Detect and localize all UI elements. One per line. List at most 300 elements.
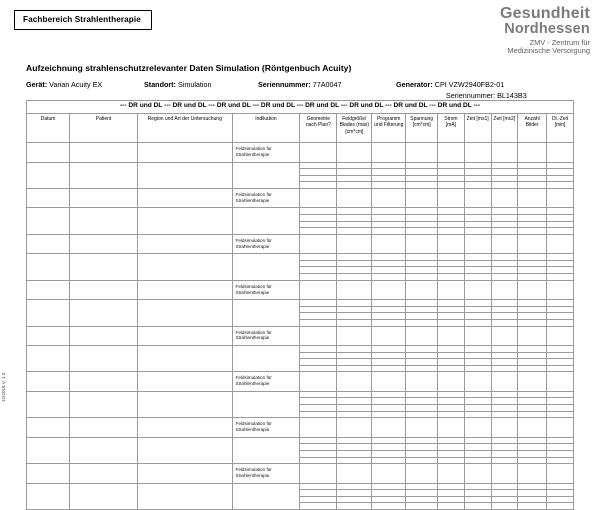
table-cell[interactable]	[232, 221, 300, 228]
table-cell[interactable]	[372, 254, 406, 261]
table-cell[interactable]	[337, 254, 372, 261]
table-cell[interactable]	[372, 234, 406, 254]
table-cell[interactable]	[300, 319, 337, 326]
table-cell[interactable]	[70, 274, 138, 281]
table-cell[interactable]	[337, 175, 372, 182]
table-cell[interactable]	[464, 169, 491, 176]
table-cell[interactable]	[232, 260, 300, 267]
table-cell[interactable]	[70, 234, 138, 254]
table-cell[interactable]	[232, 306, 300, 313]
table-cell[interactable]	[70, 175, 138, 182]
table-cell[interactable]	[137, 437, 232, 444]
table-cell[interactable]	[137, 169, 232, 176]
table-cell[interactable]	[300, 260, 337, 267]
table-cell[interactable]	[137, 228, 232, 235]
table-cell[interactable]	[232, 398, 300, 405]
table-cell[interactable]	[337, 182, 372, 189]
table-cell[interactable]	[137, 398, 232, 405]
table-cell[interactable]	[70, 365, 138, 372]
table-subrow[interactable]	[27, 313, 574, 320]
table-cell[interactable]	[27, 391, 70, 398]
table-cell[interactable]	[372, 450, 406, 457]
table-cell[interactable]	[438, 450, 465, 457]
table-cell[interactable]	[232, 444, 300, 451]
table-cell[interactable]	[137, 306, 232, 313]
table-cell[interactable]	[300, 143, 337, 163]
table-cell[interactable]	[372, 457, 406, 464]
table-cell[interactable]	[372, 464, 406, 484]
table-cell[interactable]	[70, 208, 138, 215]
table-cell[interactable]	[300, 372, 337, 392]
table-cell[interactable]	[337, 313, 372, 320]
table-cell[interactable]	[547, 398, 574, 405]
table-cell[interactable]	[300, 411, 337, 418]
table-cell[interactable]	[300, 175, 337, 182]
table-cell[interactable]	[70, 169, 138, 176]
table-cell[interactable]	[232, 228, 300, 235]
table-cell[interactable]	[406, 359, 438, 366]
table-cell[interactable]	[464, 490, 491, 497]
table-cell[interactable]	[518, 169, 547, 176]
table-subrow[interactable]	[27, 182, 574, 189]
table-cell[interactable]	[547, 274, 574, 281]
table-cell[interactable]	[137, 411, 232, 418]
table-cell[interactable]	[438, 254, 465, 261]
table-cell[interactable]	[438, 359, 465, 366]
table-cell[interactable]	[372, 313, 406, 320]
table-cell[interactable]	[547, 188, 574, 208]
table-cell[interactable]	[300, 182, 337, 189]
table-cell[interactable]	[300, 162, 337, 169]
table-cell[interactable]	[406, 418, 438, 438]
table-cell[interactable]	[518, 319, 547, 326]
table-subrow[interactable]	[27, 359, 574, 366]
table-cell[interactable]	[406, 234, 438, 254]
table-cell[interactable]	[372, 346, 406, 353]
table-cell[interactable]	[491, 450, 518, 457]
table-cell[interactable]	[27, 274, 70, 281]
table-cell[interactable]	[464, 411, 491, 418]
table-cell[interactable]	[491, 162, 518, 169]
table-cell[interactable]	[491, 274, 518, 281]
table-cell[interactable]	[232, 503, 300, 510]
table-cell[interactable]	[137, 490, 232, 497]
table-cell[interactable]	[337, 260, 372, 267]
table-cell[interactable]	[547, 444, 574, 451]
table-cell[interactable]	[70, 326, 138, 346]
table-cell[interactable]	[337, 411, 372, 418]
table-cell[interactable]	[300, 464, 337, 484]
table-subrow[interactable]	[27, 175, 574, 182]
table-cell[interactable]	[547, 175, 574, 182]
table-cell[interactable]	[438, 352, 465, 359]
table-cell[interactable]	[27, 372, 70, 392]
table-cell[interactable]	[464, 306, 491, 313]
table-cell[interactable]	[372, 143, 406, 163]
table-cell[interactable]	[438, 326, 465, 346]
table-cell[interactable]	[337, 483, 372, 490]
table-cell[interactable]	[337, 280, 372, 300]
table-cell[interactable]	[491, 418, 518, 438]
table-cell[interactable]	[337, 169, 372, 176]
table-cell[interactable]	[518, 326, 547, 346]
table-cell[interactable]	[464, 267, 491, 274]
table-cell[interactable]	[70, 214, 138, 221]
table-cell[interactable]	[232, 483, 300, 490]
table-cell[interactable]	[464, 496, 491, 503]
table-cell[interactable]	[337, 398, 372, 405]
table-cell[interactable]	[137, 280, 232, 300]
table-cell[interactable]	[70, 319, 138, 326]
table-cell[interactable]	[70, 306, 138, 313]
table-cell[interactable]	[406, 346, 438, 353]
table-cell[interactable]	[438, 444, 465, 451]
table-cell[interactable]	[232, 450, 300, 457]
table-cell[interactable]	[137, 503, 232, 510]
table-cell[interactable]	[70, 346, 138, 353]
table-subrow[interactable]	[27, 352, 574, 359]
table-cell[interactable]	[518, 175, 547, 182]
table-cell[interactable]	[70, 450, 138, 457]
table-cell[interactable]	[27, 411, 70, 418]
table-cell[interactable]	[464, 346, 491, 353]
table-cell[interactable]	[137, 457, 232, 464]
table-cell[interactable]	[518, 260, 547, 267]
table-cell[interactable]	[137, 188, 232, 208]
table-cell[interactable]	[137, 450, 232, 457]
table-cell[interactable]	[337, 319, 372, 326]
table-cell[interactable]	[137, 464, 232, 484]
table-cell[interactable]	[137, 234, 232, 254]
table-cell[interactable]	[70, 254, 138, 261]
table-cell[interactable]	[406, 306, 438, 313]
table-cell[interactable]	[518, 457, 547, 464]
table-cell[interactable]	[547, 405, 574, 412]
table-cell[interactable]	[27, 352, 70, 359]
table-cell[interactable]	[337, 208, 372, 215]
table-cell[interactable]	[547, 169, 574, 176]
table-cell[interactable]	[27, 260, 70, 267]
table-cell[interactable]	[406, 372, 438, 392]
table-cell[interactable]	[491, 326, 518, 346]
table-cell[interactable]	[464, 208, 491, 215]
table-cell[interactable]	[27, 188, 70, 208]
table-cell[interactable]	[27, 418, 70, 438]
table-cell[interactable]	[137, 208, 232, 215]
table-cell[interactable]	[491, 143, 518, 163]
table-subrow[interactable]	[27, 490, 574, 497]
table-cell[interactable]	[372, 365, 406, 372]
table-cell[interactable]	[464, 398, 491, 405]
indikation-cell[interactable]: Feldsimulation für Strahlentherapie	[232, 372, 300, 392]
table-cell[interactable]	[70, 464, 138, 484]
table-cell[interactable]	[438, 319, 465, 326]
table-cell[interactable]	[547, 254, 574, 261]
table-cell[interactable]	[300, 405, 337, 412]
table-cell[interactable]	[464, 274, 491, 281]
table-cell[interactable]	[372, 372, 406, 392]
table-cell[interactable]	[547, 359, 574, 366]
table-subrow[interactable]	[27, 503, 574, 510]
table-cell[interactable]	[406, 319, 438, 326]
table-subrow[interactable]	[27, 169, 574, 176]
table-cell[interactable]	[70, 490, 138, 497]
table-cell[interactable]	[547, 352, 574, 359]
table-cell[interactable]	[464, 391, 491, 398]
table-cell[interactable]	[438, 398, 465, 405]
table-cell[interactable]	[406, 214, 438, 221]
table-cell[interactable]	[27, 490, 70, 497]
table-cell[interactable]	[491, 267, 518, 274]
table-cell[interactable]	[232, 496, 300, 503]
table-cell[interactable]	[137, 143, 232, 163]
table-cell[interactable]	[27, 300, 70, 307]
table-cell[interactable]	[406, 464, 438, 484]
table-cell[interactable]	[337, 352, 372, 359]
table-cell[interactable]	[70, 280, 138, 300]
table-cell[interactable]	[406, 162, 438, 169]
table-cell[interactable]	[491, 169, 518, 176]
table-cell[interactable]	[547, 365, 574, 372]
table-cell[interactable]	[232, 182, 300, 189]
table-cell[interactable]	[232, 346, 300, 353]
table-cell[interactable]	[27, 359, 70, 366]
table-cell[interactable]	[518, 450, 547, 457]
table-cell[interactable]	[491, 464, 518, 484]
table-cell[interactable]	[300, 214, 337, 221]
table-cell[interactable]	[491, 359, 518, 366]
table-cell[interactable]	[27, 457, 70, 464]
table-cell[interactable]	[491, 228, 518, 235]
table-cell[interactable]	[518, 418, 547, 438]
table-cell[interactable]	[518, 496, 547, 503]
table-cell[interactable]	[518, 143, 547, 163]
table-cell[interactable]	[518, 254, 547, 261]
table-cell[interactable]	[518, 280, 547, 300]
table-cell[interactable]	[491, 188, 518, 208]
table-cell[interactable]	[491, 496, 518, 503]
table-cell[interactable]	[491, 214, 518, 221]
table-cell[interactable]	[337, 405, 372, 412]
table-cell[interactable]	[300, 457, 337, 464]
table-cell[interactable]	[464, 300, 491, 307]
table-cell[interactable]	[70, 359, 138, 366]
table-cell[interactable]	[137, 162, 232, 169]
table-cell[interactable]	[438, 306, 465, 313]
table-cell[interactable]	[372, 162, 406, 169]
table-cell[interactable]	[438, 411, 465, 418]
table-cell[interactable]	[518, 346, 547, 353]
table-cell[interactable]	[27, 182, 70, 189]
table-cell[interactable]	[438, 490, 465, 497]
table-cell[interactable]	[438, 221, 465, 228]
table-cell[interactable]	[27, 503, 70, 510]
table-cell[interactable]	[27, 228, 70, 235]
table-cell[interactable]	[464, 234, 491, 254]
table-cell[interactable]	[337, 418, 372, 438]
table-subrow[interactable]	[27, 411, 574, 418]
table-cell[interactable]	[337, 143, 372, 163]
table-cell[interactable]	[406, 450, 438, 457]
table-cell[interactable]	[70, 188, 138, 208]
table-cell[interactable]	[438, 346, 465, 353]
table-cell[interactable]	[372, 300, 406, 307]
table-cell[interactable]	[518, 267, 547, 274]
table-cell[interactable]	[547, 214, 574, 221]
table-cell[interactable]	[70, 352, 138, 359]
table-cell[interactable]	[27, 313, 70, 320]
table-cell[interactable]	[372, 483, 406, 490]
table-subrow[interactable]	[27, 391, 574, 398]
table-cell[interactable]	[300, 326, 337, 346]
table-cell[interactable]	[232, 359, 300, 366]
table-cell[interactable]	[547, 234, 574, 254]
table-cell[interactable]	[337, 450, 372, 457]
table-cell[interactable]	[300, 228, 337, 235]
table-cell[interactable]	[372, 228, 406, 235]
table-cell[interactable]	[406, 444, 438, 451]
table-cell[interactable]	[518, 391, 547, 398]
table-cell[interactable]	[137, 300, 232, 307]
table-cell[interactable]	[27, 306, 70, 313]
table-cell[interactable]	[27, 234, 70, 254]
table-cell[interactable]	[406, 496, 438, 503]
table-cell[interactable]	[438, 214, 465, 221]
table-cell[interactable]	[300, 365, 337, 372]
table-cell[interactable]	[406, 405, 438, 412]
table-subrow[interactable]	[27, 437, 574, 444]
table-cell[interactable]	[406, 352, 438, 359]
table-row[interactable]	[27, 464, 574, 484]
table-cell[interactable]	[406, 221, 438, 228]
table-cell[interactable]	[300, 300, 337, 307]
table-cell[interactable]	[438, 503, 465, 510]
table-cell[interactable]	[232, 365, 300, 372]
table-cell[interactable]	[491, 365, 518, 372]
table-cell[interactable]	[464, 280, 491, 300]
table-cell[interactable]	[337, 490, 372, 497]
table-cell[interactable]	[337, 391, 372, 398]
table-cell[interactable]	[372, 280, 406, 300]
table-cell[interactable]	[547, 182, 574, 189]
table-cell[interactable]	[464, 319, 491, 326]
indikation-cell[interactable]: Feldsimulation für Strahlentherapie	[232, 143, 300, 163]
table-cell[interactable]	[438, 182, 465, 189]
table-cell[interactable]	[70, 221, 138, 228]
table-cell[interactable]	[518, 372, 547, 392]
table-cell[interactable]	[518, 411, 547, 418]
table-cell[interactable]	[491, 457, 518, 464]
table-cell[interactable]	[137, 372, 232, 392]
table-cell[interactable]	[406, 254, 438, 261]
table-cell[interactable]	[464, 260, 491, 267]
table-cell[interactable]	[70, 444, 138, 451]
table-cell[interactable]	[70, 503, 138, 510]
table-cell[interactable]	[27, 346, 70, 353]
table-cell[interactable]	[438, 405, 465, 412]
table-cell[interactable]	[337, 457, 372, 464]
table-cell[interactable]	[518, 365, 547, 372]
table-row[interactable]	[27, 372, 574, 392]
table-cell[interactable]	[491, 182, 518, 189]
table-cell[interactable]	[464, 457, 491, 464]
table-cell[interactable]	[372, 352, 406, 359]
table-cell[interactable]	[464, 352, 491, 359]
table-cell[interactable]	[547, 457, 574, 464]
table-cell[interactable]	[300, 221, 337, 228]
table-cell[interactable]	[27, 175, 70, 182]
table-cell[interactable]	[491, 503, 518, 510]
table-cell[interactable]	[438, 483, 465, 490]
table-cell[interactable]	[406, 228, 438, 235]
table-cell[interactable]	[70, 182, 138, 189]
table-cell[interactable]	[518, 274, 547, 281]
table-cell[interactable]	[518, 188, 547, 208]
table-cell[interactable]	[300, 483, 337, 490]
table-cell[interactable]	[491, 208, 518, 215]
table-cell[interactable]	[70, 313, 138, 320]
table-subrow[interactable]	[27, 457, 574, 464]
table-cell[interactable]	[372, 260, 406, 267]
table-cell[interactable]	[232, 274, 300, 281]
table-cell[interactable]	[300, 234, 337, 254]
table-cell[interactable]	[137, 444, 232, 451]
table-cell[interactable]	[464, 405, 491, 412]
table-cell[interactable]	[137, 214, 232, 221]
table-cell[interactable]	[372, 398, 406, 405]
table-cell[interactable]	[464, 365, 491, 372]
table-cell[interactable]	[547, 143, 574, 163]
table-subrow[interactable]	[27, 398, 574, 405]
table-cell[interactable]	[518, 444, 547, 451]
table-subrow[interactable]	[27, 221, 574, 228]
table-cell[interactable]	[27, 143, 70, 163]
table-cell[interactable]	[70, 405, 138, 412]
table-cell[interactable]	[27, 405, 70, 412]
table-cell[interactable]	[547, 418, 574, 438]
table-cell[interactable]	[547, 280, 574, 300]
table-cell[interactable]	[491, 352, 518, 359]
table-cell[interactable]	[518, 214, 547, 221]
table-cell[interactable]	[518, 234, 547, 254]
table-cell[interactable]	[438, 234, 465, 254]
table-cell[interactable]	[406, 313, 438, 320]
table-cell[interactable]	[464, 182, 491, 189]
table-cell[interactable]	[547, 306, 574, 313]
table-cell[interactable]	[518, 352, 547, 359]
table-cell[interactable]	[406, 260, 438, 267]
table-cell[interactable]	[406, 169, 438, 176]
table-cell[interactable]	[491, 437, 518, 444]
table-cell[interactable]	[372, 405, 406, 412]
table-cell[interactable]	[372, 214, 406, 221]
table-cell[interactable]	[372, 418, 406, 438]
table-cell[interactable]	[406, 188, 438, 208]
table-cell[interactable]	[547, 260, 574, 267]
table-cell[interactable]	[491, 391, 518, 398]
table-cell[interactable]	[518, 464, 547, 484]
table-cell[interactable]	[372, 326, 406, 346]
table-cell[interactable]	[232, 405, 300, 412]
table-cell[interactable]	[27, 464, 70, 484]
table-cell[interactable]	[70, 300, 138, 307]
table-cell[interactable]	[491, 346, 518, 353]
table-cell[interactable]	[547, 372, 574, 392]
table-cell[interactable]	[406, 457, 438, 464]
table-cell[interactable]	[232, 437, 300, 444]
table-cell[interactable]	[372, 169, 406, 176]
table-cell[interactable]	[300, 490, 337, 497]
